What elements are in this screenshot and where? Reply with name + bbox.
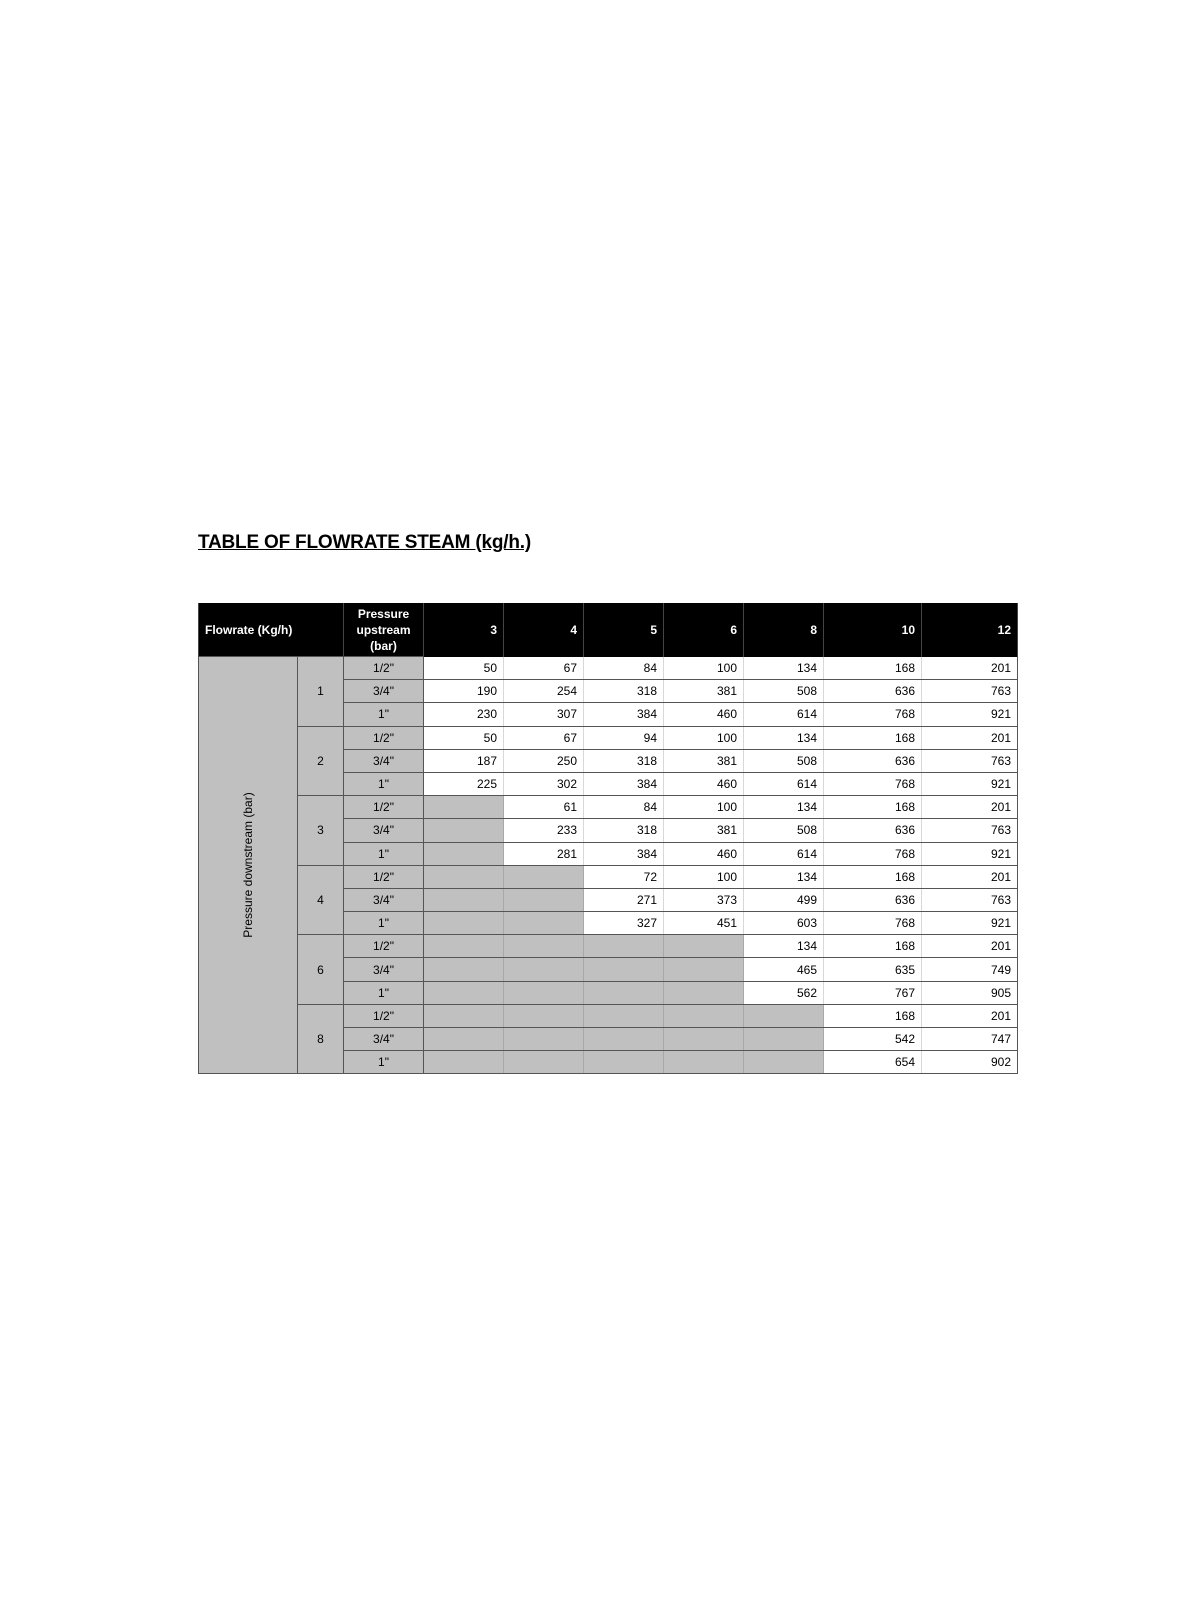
pipe-size-cell: 1": [344, 842, 424, 865]
empty-cell: [424, 1051, 504, 1074]
pipe-size-cell: 1": [344, 912, 424, 935]
pipe-size-cell: 1": [344, 703, 424, 726]
flowrate-value-cell: 768: [824, 912, 922, 935]
flowrate-value-cell: 767: [824, 981, 922, 1004]
flowrate-value-cell: 50: [424, 726, 504, 749]
flowrate-value-cell: 72: [584, 865, 664, 888]
empty-cell: [504, 958, 584, 981]
pipe-size-cell: 1": [344, 981, 424, 1004]
downstream-pressure-value: 3: [298, 796, 344, 866]
flowrate-value-cell: 562: [744, 981, 824, 1004]
flowrate-value-cell: 201: [922, 657, 1018, 680]
flowrate-value-cell: 281: [504, 842, 584, 865]
flowrate-value-cell: 373: [664, 888, 744, 911]
empty-cell: [664, 935, 744, 958]
empty-cell: [664, 981, 744, 1004]
flowrate-value-cell: 460: [664, 772, 744, 795]
empty-cell: [744, 1051, 824, 1074]
flowrate-value-cell: 542: [824, 1028, 922, 1051]
pipe-size-cell: 1/2": [344, 865, 424, 888]
flowrate-value-cell: 168: [824, 726, 922, 749]
flowrate-value-cell: 168: [824, 1004, 922, 1027]
flowrate-value-cell: 84: [584, 796, 664, 819]
flowrate-table: [198, 603, 1018, 1074]
flowrate-value-cell: 201: [922, 726, 1018, 749]
empty-cell: [424, 1004, 504, 1027]
pipe-size-cell: 1/2": [344, 796, 424, 819]
pipe-size-cell: 1": [344, 1051, 424, 1074]
flowrate-value-cell: 636: [824, 680, 922, 703]
empty-cell: [504, 888, 584, 911]
flowrate-value-cell: 134: [744, 726, 824, 749]
empty-cell: [584, 958, 664, 981]
empty-cell: [424, 842, 504, 865]
flowrate-value-cell: 508: [744, 749, 824, 772]
flowrate-value-cell: 100: [664, 657, 744, 680]
empty-cell: [664, 958, 744, 981]
flowrate-value-cell: 168: [824, 796, 922, 819]
flowrate-value-cell: 749: [922, 958, 1018, 981]
empty-cell: [424, 912, 504, 935]
empty-cell: [664, 1051, 744, 1074]
flowrate-value-cell: 902: [922, 1051, 1018, 1074]
upstream-column-header: 6: [664, 603, 744, 657]
table-row: [199, 796, 1018, 819]
flowrate-value-cell: 190: [424, 680, 504, 703]
flowrate-value-cell: 747: [922, 1028, 1018, 1051]
empty-cell: [504, 1051, 584, 1074]
empty-cell: [424, 796, 504, 819]
pipe-size-cell: 3/4": [344, 819, 424, 842]
flowrate-value-cell: 636: [824, 888, 922, 911]
upstream-column-header: 12: [922, 603, 1018, 657]
empty-cell: [744, 1028, 824, 1051]
flowrate-value-cell: 921: [922, 772, 1018, 795]
pressure-downstream-cell: [199, 657, 298, 1074]
flowrate-value-cell: 134: [744, 657, 824, 680]
flowrate-value-cell: 50: [424, 657, 504, 680]
table-row: [199, 657, 1018, 680]
flowrate-value-cell: 318: [584, 819, 664, 842]
empty-cell: [504, 1004, 584, 1027]
empty-cell: [424, 958, 504, 981]
flowrate-value-cell: 225: [424, 772, 504, 795]
downstream-pressure-value: 8: [298, 1004, 344, 1074]
pipe-size-cell: 1/2": [344, 1004, 424, 1027]
flowrate-value-cell: 381: [664, 680, 744, 703]
flowrate-value-cell: 100: [664, 726, 744, 749]
upstream-column-header: 10: [824, 603, 922, 657]
flowrate-value-cell: 384: [584, 772, 664, 795]
flowrate-value-cell: 168: [824, 935, 922, 958]
flowrate-value-cell: 254: [504, 680, 584, 703]
empty-cell: [424, 888, 504, 911]
flowrate-value-cell: 763: [922, 680, 1018, 703]
table-row: [199, 726, 1018, 749]
empty-cell: [504, 1028, 584, 1051]
empty-cell: [744, 1004, 824, 1027]
flowrate-value-cell: 230: [424, 703, 504, 726]
downstream-pressure-value: 6: [298, 935, 344, 1005]
table-row: [199, 865, 1018, 888]
flowrate-value-cell: 763: [922, 819, 1018, 842]
empty-cell: [424, 865, 504, 888]
pipe-size-cell: 1/2": [344, 657, 424, 680]
flowrate-value-cell: 384: [584, 703, 664, 726]
flowrate-header: Flowrate (Kg/h): [199, 603, 344, 657]
empty-cell: [424, 981, 504, 1004]
table-row: [199, 935, 1018, 958]
empty-cell: [504, 935, 584, 958]
pipe-size-cell: 1/2": [344, 935, 424, 958]
flowrate-value-cell: 381: [664, 749, 744, 772]
table-body: [199, 657, 1018, 1074]
flowrate-value-cell: 250: [504, 749, 584, 772]
empty-cell: [584, 1051, 664, 1074]
flowrate-value-cell: 763: [922, 749, 1018, 772]
flowrate-value-cell: 134: [744, 935, 824, 958]
pressure-downstream-label: Pressure downstream (bar): [241, 792, 255, 938]
table-header-row: [199, 603, 1018, 657]
flowrate-value-cell: 100: [664, 865, 744, 888]
flowrate-value-cell: 381: [664, 819, 744, 842]
downstream-pressure-value: 4: [298, 865, 344, 935]
pipe-size-cell: 3/4": [344, 1028, 424, 1051]
flowrate-value-cell: 451: [664, 912, 744, 935]
flowrate-value-cell: 134: [744, 796, 824, 819]
pressure-upstream-header: Pressure upstream (bar): [344, 603, 424, 657]
flowrate-value-cell: 921: [922, 703, 1018, 726]
page-title: TABLE OF FLOWRATE STEAM (kg/h.): [198, 532, 531, 553]
flowrate-value-cell: 201: [922, 1004, 1018, 1027]
flowrate-value-cell: 921: [922, 842, 1018, 865]
upstream-column-header: 8: [744, 603, 824, 657]
flowrate-value-cell: 168: [824, 865, 922, 888]
empty-cell: [424, 1028, 504, 1051]
flowrate-value-cell: 465: [744, 958, 824, 981]
flowrate-value-cell: 84: [584, 657, 664, 680]
downstream-pressure-value: 1: [298, 657, 344, 727]
empty-cell: [424, 819, 504, 842]
pipe-size-cell: 3/4": [344, 888, 424, 911]
empty-cell: [664, 1004, 744, 1027]
flowrate-value-cell: 603: [744, 912, 824, 935]
pipe-size-cell: 3/4": [344, 680, 424, 703]
flowrate-value-cell: 94: [584, 726, 664, 749]
flowrate-value-cell: 201: [922, 935, 1018, 958]
empty-cell: [664, 1028, 744, 1051]
flowrate-value-cell: 307: [504, 703, 584, 726]
flowrate-value-cell: 327: [584, 912, 664, 935]
flowrate-value-cell: 499: [744, 888, 824, 911]
flowrate-value-cell: 636: [824, 819, 922, 842]
flowrate-value-cell: 905: [922, 981, 1018, 1004]
empty-cell: [504, 865, 584, 888]
flowrate-value-cell: 768: [824, 772, 922, 795]
flowrate-value-cell: 168: [824, 657, 922, 680]
pipe-size-cell: 1": [344, 772, 424, 795]
upstream-column-header: 3: [424, 603, 504, 657]
flowrate-value-cell: 67: [504, 657, 584, 680]
flowrate-value-cell: 201: [922, 865, 1018, 888]
flowrate-value-cell: 768: [824, 703, 922, 726]
empty-cell: [424, 935, 504, 958]
pipe-size-cell: 3/4": [344, 958, 424, 981]
flowrate-value-cell: 654: [824, 1051, 922, 1074]
flowrate-value-cell: 67: [504, 726, 584, 749]
flowrate-value-cell: 636: [824, 749, 922, 772]
flowrate-value-cell: 100: [664, 796, 744, 819]
flowrate-value-cell: 614: [744, 703, 824, 726]
flowrate-value-cell: 763: [922, 888, 1018, 911]
flowrate-value-cell: 508: [744, 680, 824, 703]
empty-cell: [504, 981, 584, 1004]
empty-cell: [584, 935, 664, 958]
flowrate-value-cell: 318: [584, 680, 664, 703]
flowrate-value-cell: 302: [504, 772, 584, 795]
flowrate-value-cell: 318: [584, 749, 664, 772]
upstream-column-header: 4: [504, 603, 584, 657]
flowrate-value-cell: 187: [424, 749, 504, 772]
flowrate-value-cell: 614: [744, 772, 824, 795]
downstream-pressure-value: 2: [298, 726, 344, 796]
flowrate-value-cell: 134: [744, 865, 824, 888]
empty-cell: [504, 912, 584, 935]
flowrate-value-cell: 460: [664, 842, 744, 865]
empty-cell: [584, 1004, 664, 1027]
table-row: [199, 1004, 1018, 1027]
flowrate-value-cell: 508: [744, 819, 824, 842]
flowrate-value-cell: 614: [744, 842, 824, 865]
pipe-size-cell: 3/4": [344, 749, 424, 772]
empty-cell: [584, 1028, 664, 1051]
flowrate-value-cell: 460: [664, 703, 744, 726]
flowrate-value-cell: 233: [504, 819, 584, 842]
pipe-size-cell: 1/2": [344, 726, 424, 749]
flowrate-value-cell: 635: [824, 958, 922, 981]
empty-cell: [584, 981, 664, 1004]
flowrate-value-cell: 61: [504, 796, 584, 819]
flowrate-value-cell: 384: [584, 842, 664, 865]
flowrate-value-cell: 768: [824, 842, 922, 865]
flowrate-value-cell: 921: [922, 912, 1018, 935]
upstream-column-header: 5: [584, 603, 664, 657]
flowrate-value-cell: 201: [922, 796, 1018, 819]
flowrate-value-cell: 271: [584, 888, 664, 911]
